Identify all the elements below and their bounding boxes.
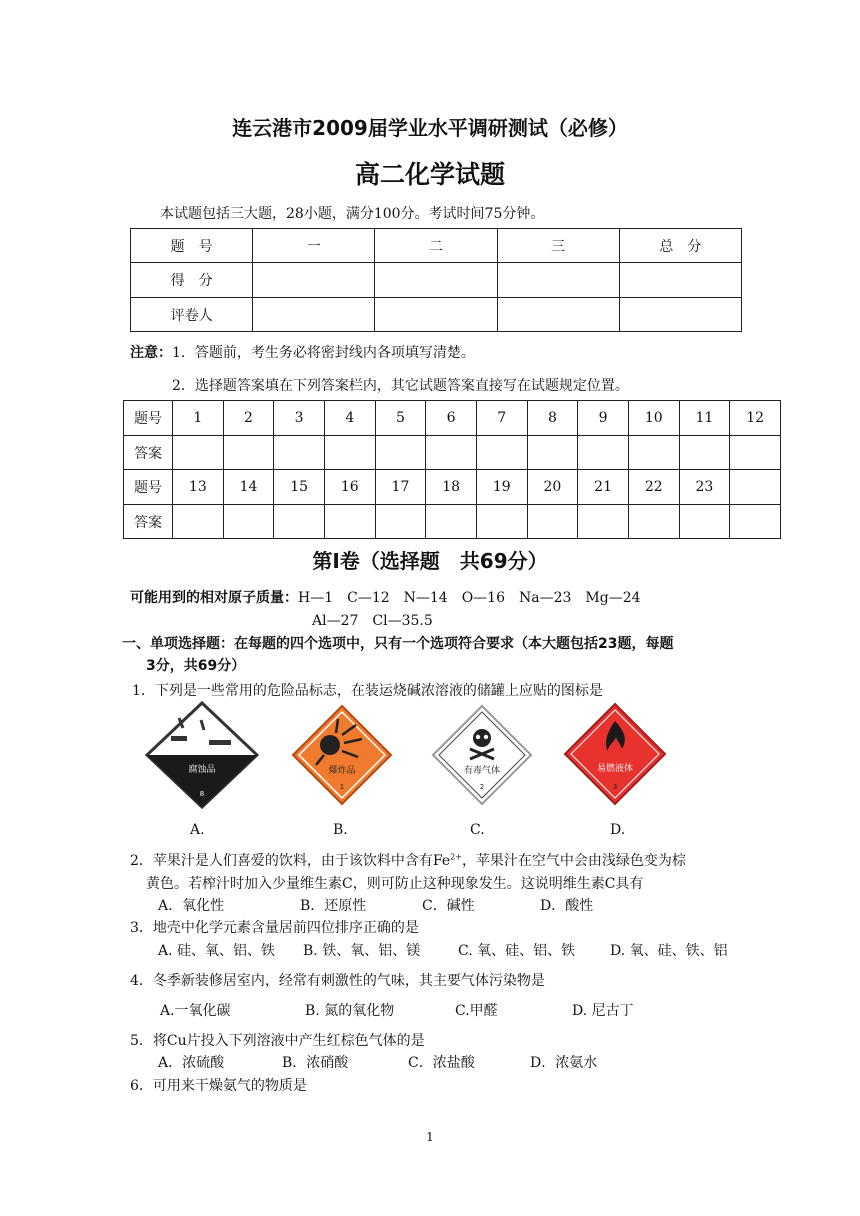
score-table-header-row — [131, 229, 742, 263]
answer-question-number: 5 — [375, 401, 426, 436]
question-5-stem: 5．将Cu片投入下列溶液中产生红棕色气体的是 — [130, 1033, 425, 1049]
atomic-mass-values-2: Al—27 Cl—35.5 — [312, 613, 433, 629]
answer-cell[interactable] — [223, 436, 274, 470]
answer-cell[interactable] — [173, 505, 224, 539]
atomic-mass-line — [130, 587, 641, 607]
score-cell[interactable] — [619, 263, 741, 298]
score-cell[interactable] — [497, 263, 619, 298]
answer-question-number: 1 — [173, 401, 224, 436]
score-cell[interactable] — [375, 298, 497, 332]
q5-option-a[interactable]: A．浓硫酸 — [158, 1055, 225, 1071]
question-2-stem-2: 黄色。若榨汁时加入少量维生素C，则可防止这种现象发生。这说明维生素C具有 — [146, 876, 644, 892]
answer-cell[interactable] — [274, 505, 325, 539]
question-3-stem: 3．地壳中化学元素含量居前四位排序正确的是 — [130, 920, 419, 936]
q5-option-c[interactable]: C．浓盐酸 — [408, 1055, 475, 1071]
answer-table-number-row — [124, 401, 781, 436]
q3-option-d[interactable]: D. 氧、硅、铁、铝 — [610, 943, 728, 959]
answer-cell[interactable] — [730, 436, 781, 470]
answer-row-label: 题号 — [124, 401, 173, 436]
q2-option-b[interactable]: B．还原性 — [300, 898, 367, 914]
note-1-text: 1．答题前，考生务必将密封线内各项填写清楚。 — [172, 345, 475, 361]
question-6-stem: 6．可用来干燥氨气的物质是 — [130, 1078, 307, 1094]
answer-cell[interactable] — [730, 505, 781, 539]
note-1 — [130, 342, 475, 362]
answer-table-number-row — [124, 470, 781, 505]
q2-option-d[interactable]: D．酸性 — [540, 898, 594, 914]
answer-cell[interactable] — [274, 436, 325, 470]
score-table — [130, 228, 742, 332]
answer-cell[interactable] — [324, 505, 375, 539]
answer-question-number: 10 — [628, 401, 679, 436]
answer-cell[interactable] — [578, 436, 629, 470]
corrosive-sign-number: 8 — [199, 790, 205, 798]
corrosive-sign — [143, 700, 261, 810]
answer-cell[interactable] — [173, 436, 224, 470]
q3-option-c[interactable]: C. 氧、硅、铝、铁 — [458, 943, 576, 959]
score-cell[interactable] — [375, 263, 497, 298]
question-2-stem — [130, 850, 686, 870]
score-header-cell: 三 — [497, 229, 619, 263]
atomic-mass-values: H—1 C—12 N—14 O—16 Na—23 Mg—24 — [298, 590, 641, 606]
q2-stem-b: ，苹果汁在空气中会由浅绿色变为棕 — [461, 853, 686, 869]
score-row-label: 得 分 — [131, 263, 253, 298]
q3-option-b[interactable]: B. 铁、氧、铝、镁 — [303, 943, 421, 959]
score-header-cell: 题 号 — [131, 229, 253, 263]
answer-cell[interactable] — [375, 436, 426, 470]
q4-option-b[interactable]: B. 氮的氧化物 — [305, 1003, 395, 1019]
section-title: 第Ⅰ卷（选择题 共69分） — [312, 549, 548, 573]
toxic-gas-sign-number: 2 — [479, 783, 485, 791]
answer-cell[interactable] — [426, 505, 477, 539]
q1-option-d[interactable]: D. — [610, 822, 626, 838]
answer-table-answer-row — [124, 505, 781, 539]
answer-question-number: 21 — [578, 470, 629, 505]
answer-row-label: 题号 — [124, 470, 173, 505]
answer-row-label: 答案 — [124, 436, 173, 470]
flammable-liquid-sign-label: 易燃液体 — [596, 764, 634, 774]
answer-question-number: 9 — [578, 401, 629, 436]
answer-question-number: 19 — [476, 470, 527, 505]
part-title: 一、单项选择题：在每题的四个选项中，只有一个选项符合要求（本大题包括23题，每题 — [122, 636, 674, 652]
answer-question-number: 2 — [223, 401, 274, 436]
note-label: 注意： — [130, 345, 172, 361]
page-number: 1 — [426, 1130, 434, 1144]
note-2: 2．选择题答案填在下列答案栏内，其它试题答案直接写在试题规定位置。 — [172, 378, 629, 394]
score-cell[interactable] — [619, 298, 741, 332]
answer-question-number: 12 — [730, 401, 781, 436]
answer-cell[interactable] — [679, 436, 730, 470]
answer-cell[interactable] — [628, 505, 679, 539]
q1-option-a[interactable]: A. — [190, 822, 205, 838]
answer-question-number — [730, 470, 781, 505]
answer-question-number: 18 — [426, 470, 477, 505]
score-cell[interactable] — [253, 298, 375, 332]
part-title-2: 3分，共69分） — [146, 658, 246, 674]
answer-cell[interactable] — [527, 436, 578, 470]
answer-question-number: 13 — [173, 470, 224, 505]
q2-option-c[interactable]: C．碱性 — [422, 898, 475, 914]
answer-table — [123, 400, 781, 539]
answer-cell[interactable] — [527, 505, 578, 539]
answer-cell[interactable] — [426, 436, 477, 470]
answer-question-number: 4 — [324, 401, 375, 436]
answer-question-number: 15 — [274, 470, 325, 505]
score-cell[interactable] — [253, 263, 375, 298]
answer-question-number: 20 — [527, 470, 578, 505]
explosive-sign-label: 爆炸品 — [328, 766, 356, 776]
answer-cell[interactable] — [679, 505, 730, 539]
score-table-row — [131, 298, 742, 332]
exam-intro: 本试题包括三大题，28小题，满分100分。考试时间75分钟。 — [160, 206, 545, 222]
explosive-sign-number: 1 — [339, 783, 345, 791]
score-header-cell: 二 — [375, 229, 497, 263]
answer-question-number: 8 — [527, 401, 578, 436]
score-header-cell: 总 分 — [619, 229, 741, 263]
score-table-row — [131, 263, 742, 298]
question-4-stem: 4．冬季新装修居室内，经常有刺激性的气味，其主要气体污染物是 — [130, 973, 545, 989]
q4-option-a[interactable]: A.一氧化碳 — [160, 1003, 231, 1019]
answer-cell[interactable] — [476, 436, 527, 470]
answer-cell[interactable] — [324, 436, 375, 470]
answer-question-number: 22 — [628, 470, 679, 505]
answer-question-number: 7 — [476, 401, 527, 436]
flammable-liquid-sign-number: 3 — [612, 783, 618, 791]
answer-table-answer-row — [124, 436, 781, 470]
answer-cell[interactable] — [223, 505, 274, 539]
answer-question-number: 17 — [375, 470, 426, 505]
atomic-mass-label: 可能用到的相对原子质量： — [130, 590, 298, 606]
corrosive-sign-label: 腐蚀品 — [188, 765, 216, 775]
question-1-stem: 1．下列是一些常用的危险品标志，在装运烧碱浓溶液的储罐上应贴的图标是 — [132, 683, 603, 699]
q5-option-b[interactable]: B．浓硝酸 — [282, 1055, 349, 1071]
q4-option-d[interactable]: D. 尼古丁 — [572, 1003, 634, 1019]
answer-question-number: 16 — [324, 470, 375, 505]
answer-question-number: 3 — [274, 401, 325, 436]
q4-option-c[interactable]: C.甲醛 — [455, 1003, 498, 1019]
answer-question-number: 6 — [426, 401, 477, 436]
q1-option-b[interactable]: B. — [333, 822, 348, 838]
score-header-cell: 一 — [253, 229, 375, 263]
explosive-sign — [290, 703, 394, 807]
q2-superscript: 2+ — [450, 852, 462, 862]
answer-row-label: 答案 — [124, 505, 173, 539]
q3-option-a[interactable]: A. 硅、氧、铝、铁 — [158, 943, 276, 959]
flammable-liquid-sign — [562, 701, 668, 807]
answer-cell[interactable] — [375, 505, 426, 539]
q2-stem-a: 2．苹果汁是人们喜爱的饮料，由于该饮料中含有Fe — [130, 853, 451, 869]
answer-question-number: 14 — [223, 470, 274, 505]
answer-question-number: 11 — [679, 401, 730, 436]
answer-cell[interactable] — [578, 505, 629, 539]
answer-question-number: 23 — [679, 470, 730, 505]
q2-option-a[interactable]: A．氧化性 — [158, 898, 225, 914]
exam-title: 连云港市2009届学业水平调研测试（必修） — [232, 116, 628, 140]
q5-option-d[interactable]: D．浓氨水 — [530, 1055, 598, 1071]
exam-subtitle: 高二化学试题 — [354, 160, 505, 189]
answer-cell[interactable] — [476, 505, 527, 539]
toxic-gas-sign-label: 有毒气体 — [463, 766, 501, 776]
score-row-label: 评卷人 — [131, 298, 253, 332]
toxic-gas-sign — [430, 703, 534, 807]
answer-cell[interactable] — [628, 436, 679, 470]
q1-option-c[interactable]: C. — [470, 822, 485, 838]
score-cell[interactable] — [497, 298, 619, 332]
